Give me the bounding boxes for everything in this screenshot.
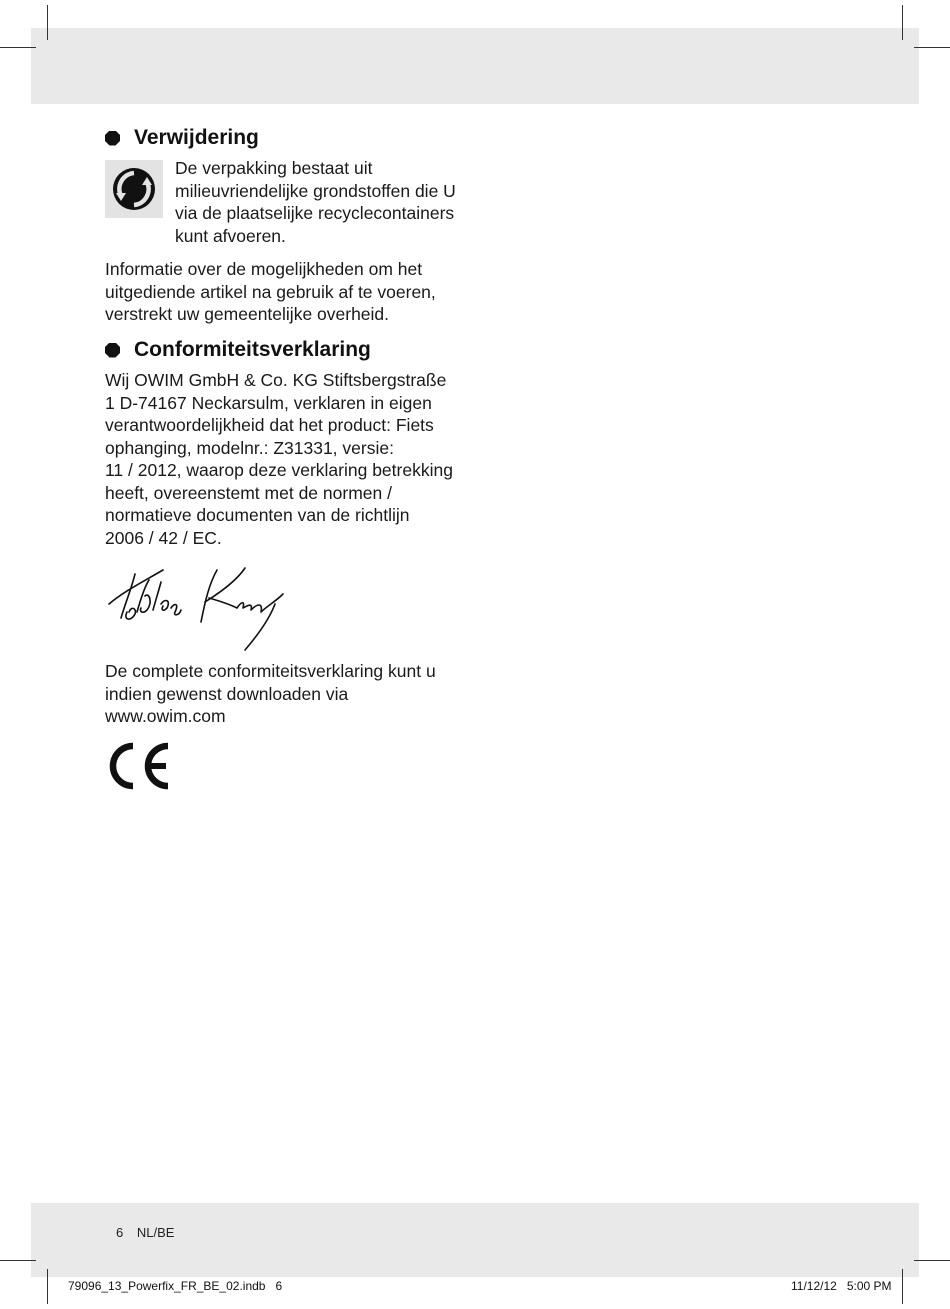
octagon-bullet-icon: [105, 343, 120, 358]
imprint-datetime: 11/12/12 5:00 PM: [791, 1279, 892, 1293]
text-line: via de plaatselijke recyclecontainers: [175, 203, 455, 223]
text-line: De verpakking bestaat uit: [175, 158, 373, 178]
signature: [105, 562, 290, 654]
text-line: 11 / 2012, waarop deze verklaring betrekking: [105, 460, 453, 480]
text-line: 1 D-74167 Neckarsulm, verklaren in eigen: [105, 392, 432, 413]
text-line: uitgediende artikel na gebruik af te voeren,: [105, 281, 436, 302]
crop-mark: [914, 1260, 950, 1261]
text-line: heeft, overeenstemt met de normen /: [105, 482, 392, 503]
download-text: [105, 660, 470, 728]
octagon-bullet-icon: [105, 131, 120, 146]
text-line: ophanging, modelnr.: Z31331, versie:: [105, 437, 394, 458]
text-line: kunt afvoeren.: [175, 225, 286, 246]
text-line: verantwoordelijkheid dat het product: Fiets: [105, 415, 434, 435]
green-dot-recycle-icon: [105, 160, 163, 218]
section-heading-conformity: [105, 337, 371, 363]
crop-mark: [914, 47, 950, 48]
crop-mark: [47, 5, 48, 40]
locale-label: NL/BE: [136, 1225, 175, 1240]
crop-mark: [902, 1269, 903, 1304]
section-heading-disposal: [105, 125, 259, 151]
crop-mark: [47, 1269, 48, 1304]
packaging-text: [175, 157, 475, 247]
crop-mark: [0, 1260, 36, 1261]
text-line: normatieve documenten van de richtlijn: [105, 505, 410, 525]
text-line: Wij OWIM GmbH & Co. KG Stiftsbergstraße: [105, 370, 447, 390]
recycle-icon-box: [105, 160, 163, 218]
text-line: milieuvriendelijke grondstoffen die U: [175, 180, 456, 201]
website-link[interactable]: www.owim.com: [105, 706, 226, 726]
section-title: Verwijdering: [134, 126, 259, 149]
imprint-file: 79096_13_Powerfix_FR_BE_02.indb 6: [68, 1279, 283, 1293]
ce-mark-icon: [104, 741, 174, 791]
header-band: [31, 28, 919, 104]
disposal-info-text: [105, 258, 470, 326]
text-line: indien gewenst downloaden via: [105, 683, 349, 704]
page-footer: [116, 1225, 184, 1240]
crop-mark: [0, 47, 36, 48]
text-line: verstrekt uw gemeentelijke overheid.: [105, 304, 390, 324]
crop-mark: [902, 5, 903, 40]
page-number: 6: [116, 1225, 124, 1240]
conformity-declaration: [105, 369, 470, 549]
text-line: Informatie over de mogelijkheden om het: [105, 259, 423, 279]
text-line: 2006 / 42 / EC.: [105, 527, 222, 548]
section-title: Conformiteitsverklaring: [134, 338, 371, 361]
footer-band: [31, 1203, 919, 1277]
text-line: De complete conformiteitsverklaring kunt u: [105, 661, 436, 681]
